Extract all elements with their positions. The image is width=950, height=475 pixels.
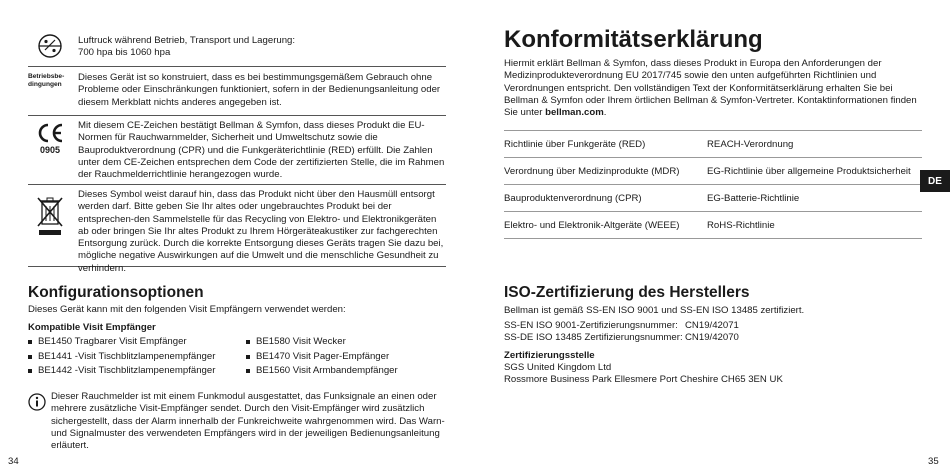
page-number-right: 35: [928, 456, 939, 467]
website-link[interactable]: bellman.com: [545, 107, 604, 119]
language-tab: DE: [920, 170, 950, 192]
symbol-text-ce: Mit diesem CE-Zeichen bestätigt Bellman & Symfon, dass dieses Produkt die EU-Normen für Rauchwarnmelder, Sicherheit und Umweltschutz sowie die Bauproduktverordnung (CPR) und die Funkgeräterichtlinie (RED) erfüllt. Die Zahlen unter dem CE-Zeichen entsprechen dem Code der zertifizierten Stelle, die im Rahmen der Rauchmelderrichtlinie herangezogen wurde.: [78, 120, 445, 181]
weee-crossed-bin-icon: [28, 195, 72, 237]
declaration-intro: Hiermit erklärt Bellman & Symfon, dass dieses Produkt in Europa den Anforderungen der Medizinprodukteverordnung EU 2017/745 sowie den unten aufgeführten Richtlinien und Verordnungen entspricht. Den vollständigen Text der Konformitätserklärung erhalten Sie bei Bellman & Symfon oder Ihrem örtlichen Bellman & Symfon-Vertreter. Kontaktinformationen finden Sie unter bellman.com.: [504, 58, 917, 119]
list-item: BE1470 Visit Pager-Empfänger: [246, 350, 446, 365]
table-row: Richtlinie über Funkgeräte (RED) REACH-Verordnung: [504, 131, 922, 158]
list-item: BE1450 Tragbarer Visit Empfänger: [28, 335, 243, 350]
symbol-row-weee: [28, 185, 446, 274]
certification-body-address: Rossmore Business Park Ellesmere Port Cheshire CH65 3EN UK: [504, 374, 783, 385]
symbol-row-pressure: [28, 30, 446, 67]
list-item: BE1441 -Visit Tischblitzlampenempfänger: [28, 350, 243, 365]
certification-body-name: SGS United Kingdom Ltd: [504, 362, 612, 373]
list-item: BE1560 Visit Armbandempfänger: [246, 364, 446, 379]
symbol-text-pressure: Luftruck während Betrieb, Transport und Lagerung: 700 hpa bis 1060 hpa: [78, 35, 296, 59]
symbol-row-ce: [28, 116, 446, 185]
symbol-row-operating-conditions: [28, 67, 446, 116]
compatible-receivers-title: Kompatible Visit Empfänger: [28, 322, 156, 333]
table-row: Verordnung über Medizinprodukte (MDR) EG-Richtlinie über allgemeine Produktsicherheit: [504, 158, 922, 185]
info-icon: [28, 393, 46, 416]
ce-mark-icon: [35, 122, 65, 144]
declaration-title: Konformitätserklärung: [504, 26, 763, 53]
ce-notified-body-number: 0905: [39, 145, 61, 155]
info-note: Dieser Rauchmelder ist mit einem Funkmodul ausgestattet, das Funksignale an einen oder mehrere zusätzliche Visit-Empfänger sendet. Durch den Visit-Empfänger wird zusätzlich sichergestellt, dass der Alarm innerhalb der Funkreichweite wahrgenommen wird. Das Warn- und Signalmuster des verwendeten Empfängers wird in der jeweiligen Bedienungsanleitung erläutert.: [51, 391, 445, 452]
iso-section-title: ISO-Zertifizierung des Herstellers: [504, 284, 750, 301]
symbol-text-weee: Dieses Symbol weist darauf hin, dass das Produkt nicht über den Hausmüll entsorgt werden darf. Bitte geben Sie Ihr altes oder ungebrauchtes Produkt bei der entsprechen-den Sammelstelle für das Recycling von Elektro- und Elektronikgeräten ab oder bringen Sie Ihr altes Produkt zu Ihrem Hörgeräteakustiker zur fachgerechten Entsorgung zurück. Durch die korrekte Entsorgung dieses Geräts tragen Sie dazu bei, mögliche negative Auswirkungen auf die Umwelt und die menschliche Gesundheit zu verhindern.: [78, 189, 444, 274]
symbol-text-operating-conditions: Dieses Gerät ist so konstruiert, dass es bei bestimmungsgemäßem Gebrauch ohne Probleme oder Einschränkungen funktioniert, sofern in der Bedienungsanleitung oder diesem Merkblatt nichts anderes angegeben ist.: [78, 72, 441, 108]
iso-cert2: SS-DE ISO 13485 Zertifizierungsnummer: CN19/42070: [504, 332, 739, 343]
receiver-list-col2: [246, 335, 446, 379]
iso-statement: Bellman ist gemäß SS-EN ISO 9001 und SS-EN ISO 13485 zertifiziert.: [504, 305, 805, 316]
iso-cert1: SS-EN ISO 9001-Zertifizierungsnummer: CN19/42071: [504, 320, 739, 331]
operating-conditions-label: Betriebsbe- dingungen: [28, 73, 65, 88]
list-item: BE1580 Visit Wecker: [246, 335, 446, 350]
table-row: Elektro- und Elektronik-Altgeräte (WEEE) RoHS-Richtlinie: [504, 212, 922, 239]
pressure-range-icon: [28, 32, 72, 60]
receiver-list-col1: [28, 335, 243, 379]
config-intro: Dieses Gerät kann mit den folgenden Visit Empfängern verwendet werden:: [28, 304, 346, 315]
list-item: BE1442 -Visit Tischblitzlampenempfänger: [28, 364, 243, 379]
certification-body-title: Zertifizierungsstelle: [504, 350, 595, 361]
table-row: Bauproduktenverordnung (CPR) EG-Batterie-Richtlinie: [504, 185, 922, 212]
page-number-left: 34: [8, 456, 19, 467]
config-section-title: Konfigurationsoptionen: [28, 284, 204, 301]
